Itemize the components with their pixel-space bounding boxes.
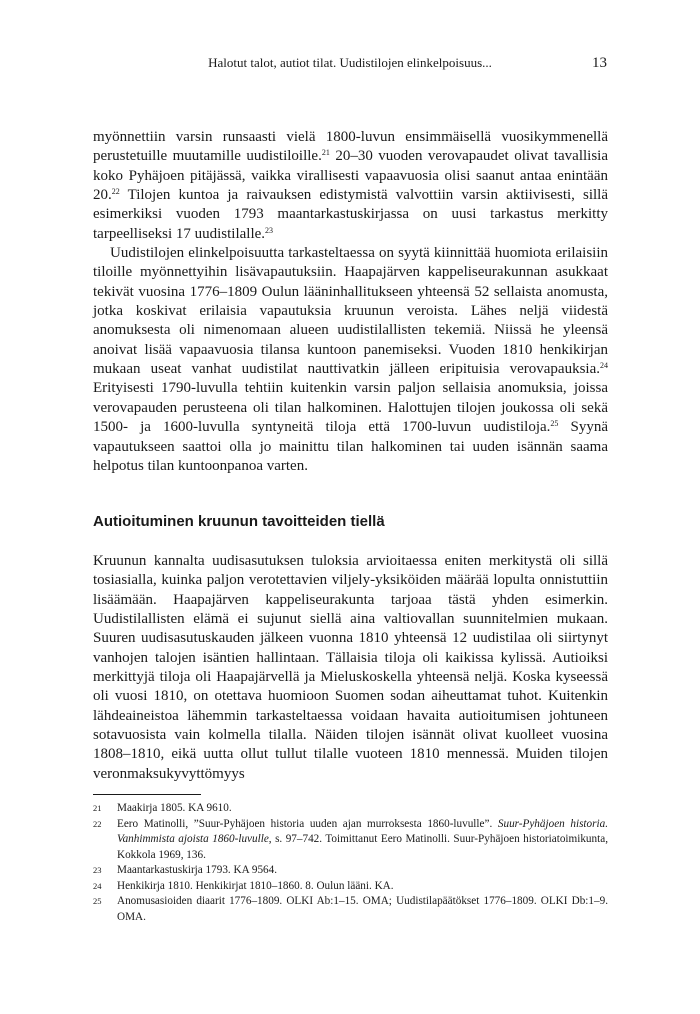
footnote-text: Anomusasioiden diaarit 1776–1809. OLKI Ab:1–15. OMA; Uudistilapäätökset 1776–1809. OLKI Db:1–9. OMA.: [117, 895, 608, 923]
paragraph-3: Kruunun kannalta uudisasutuksen tuloksia arvioitaessa eniten merkitystä oli sillä tosiasialla, kuinka paljon verotettavien viljely-yksiköiden määrää lopulta onnistuttiin lisäämään. Haapajärven kappeliseurakunta tarjoaa tästä yhden esimerkin. Uudistilallisten elämä ei sujunut siellä aina valtiovallan suunnitelmien mukaan. Suuren uudisasutuskauden jälkeen vuonna 1810 yhteensä 12 uudistilaa oli siirtynyt vanhojen talojen isäntien hallintaan. Tällaisia tiloja oli kaikissa kylissä. Autioiksi merkittyjä tiloja oli Haapajärvellä ja Mieluskoskella yhteensä neljä. Koska kyseessä oli vuosi 1810, on otettava huomioon Suomen sodan aiheuttamat tuhot. Kuitenkin lähdeaineistoa lähemmin tarkasteltaessa voidaan havaita autioitumisen johtuneen sotavuosista vain kolmella tilalla. Näiden tilojen isännät olivat kuolleet vuosina 1808–1810, eikä uutta ollut tullut tilalle vuoteen 1810 mennessä. Muiden tilojen veronmaksukyvyttömyys: [93, 553, 608, 782]
footnote-text: Maakirja 1805. KA 9610.: [117, 802, 232, 814]
section-heading: Autioituminen kruunun tavoitteiden tiellä: [93, 513, 385, 530]
italic-title: Suur-Pyhäjoen historia. Vanhimmista ajoista 1860-luvulle: [117, 817, 608, 845]
footnote-text: Eero Matinolli, ”Suur-Pyhäjoen historia uuden ajan murroksesta 1860-luvulle”. Suur-Pyhäjoen historia. Vanhimmista ajoista 1860-luvulle, s. 97–742. Toimittanut Eero Matinolli. Suur-Pyhäjoen historiatoimikunta, Kokkola 1969, 136.: [117, 817, 608, 861]
footnote-text: Henkikirja 1810. Henkikirjat 1810–1860. 8. Oulun lääni. KA.: [117, 879, 394, 892]
footnotes: [93, 801, 608, 925]
footnote-number: 24: [93, 880, 102, 891]
footnote-number: 25: [93, 896, 102, 906]
footnote-number: 23: [93, 865, 102, 875]
paragraph-1: myönnettiin varsin runsaasti vielä 1800-luvun ensimmäisellä vuosikymmenellä perustetuille muutamille uudistiloille.$^{21}$ 20–30 vuoden verovapaudet olivat tavallisia koko Pyhäjoen pitäjässä, vaikka virallisesti vapaavuosia olisi saanut antaa enintään 20.22 Tilojen kuntoa ja raivauksen edistymistä valvottiin varsin aktiivisesti, sillä esimerkiksi vuoden 1793 maantarkastuskirjassa on uusi tarkastus merkitty tarpeelliseksi 17 uudistilalle.$^{23}$: [93, 129, 608, 242]
footnote: [93, 801, 608, 817]
footnote-text: Maantarkastuskirja 1793. KA 9564.: [117, 864, 278, 876]
running-title: Halotut talot, autiot tilat. Uudistilojen elinkelpoisuus...: [208, 55, 492, 70]
footnote-rule: [93, 794, 201, 795]
footnote: [93, 863, 608, 879]
footnote-ref: 23: [265, 225, 274, 235]
footnote-number: 22: [93, 818, 102, 829]
footnote-ref: 22: [111, 187, 120, 197]
body-section-2: [93, 552, 608, 784]
footnote-number: 21: [93, 803, 102, 813]
body-section-1: [93, 128, 608, 476]
paragraph-2: Uudistilojen elinkelpoisuutta tarkasteltaessa on syytä kiinnittää huomiota erilaisiin tiloille myönnettyihin lisävapautuksiin. Haapajärven kappeliseurakunnan asukkaat tekivät vuosina 1776–1809 Oulun lääninhallitukseen yhteensä 52 sellaista anomusta, jotka koskivat erilaisia vapautuksia kruunun veroista. Lähes neljä viidestä anomuksesta oli nimenomaan alueen uudistilallisten tekemiä. Niissä he yleensä anoivat lisää vapaavuosia tilansa kuntoon panemiseksi. Vuoden 1810 henkikirjan mukaan useat vanhat uudistilat nauttivatkin jälleen eripituisia verovapauksia.$^{24}$ Erityisesti 1790-luvulla tehtiin kuitenkin varsin paljon sellaisia anomuksia, joissa verovapauden perusteena oli tilan halkominen. Halottujen tilojen joukossa oli sekä 1500- ja 1600-luvulla syntyneitä tiloja että 1700-luvun uudistiloja.$^{25}$ Syynä vapautukseen saattoi olla jo mainittu tilan halkominen tai uuden isännän saama helpotus tilan kuntoonpanoa varten.: [93, 245, 609, 474]
page-number: 13: [592, 55, 607, 71]
footnote: [93, 879, 608, 895]
footnote: [93, 894, 608, 925]
footnote: [93, 817, 608, 864]
footnote-ref: 24: [600, 361, 608, 371]
footnote-ref: 25: [550, 419, 559, 429]
footnote-ref: 21: [321, 148, 330, 158]
